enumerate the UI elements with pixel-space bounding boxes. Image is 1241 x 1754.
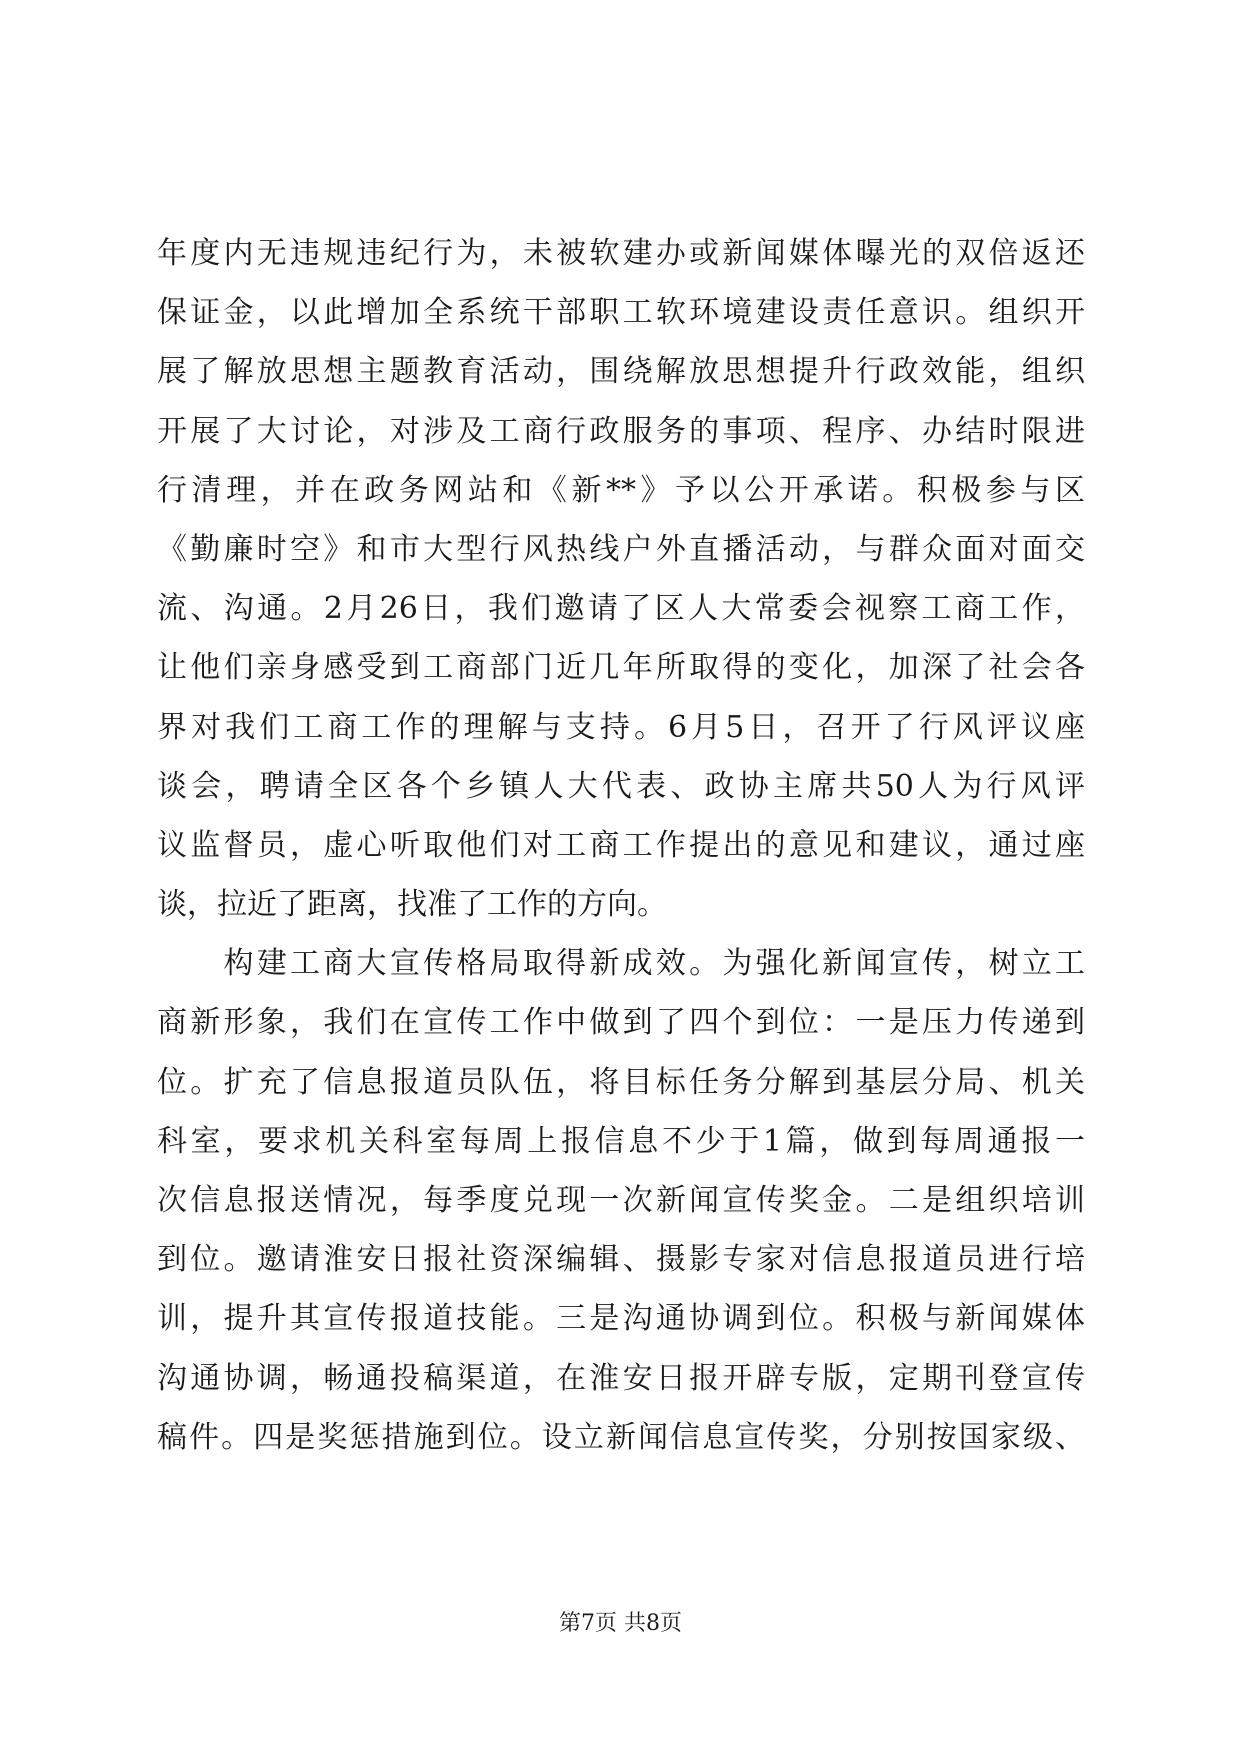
text-line: 界对我们工商工作的理解与支持。6月5日，召开了行风评议座 xyxy=(157,709,1085,745)
text-line: 议监督员，虚心听取他们对工商工作提出的意见和建议，通过座 xyxy=(157,827,1085,863)
text-line: 稿件。四是奖惩措施到位。设立新闻信息宣传奖，分别按国家级、 xyxy=(157,1419,1085,1455)
text-line: 次信息报送情况，每季度兑现一次新闻宣传奖金。二是组织培训 xyxy=(157,1183,1085,1218)
text-line: 流、沟通。2月26日，我们邀请了区人大常委会视察工商工作， xyxy=(157,591,1085,627)
text-line: 商新形象，我们在宣传工作中做到了四个到位：一是压力传递到 xyxy=(157,1005,1085,1041)
text-line: 沟通协调，畅通投稿渠道，在淮安日报开辟专版，定期刊登宣传 xyxy=(157,1360,1085,1396)
text-line: 《勤廉时空》和市大型行风热线户外直播活动，与群众面对面交 xyxy=(157,531,1085,567)
page-number-label: 第7页 共8页 xyxy=(559,1611,682,1636)
text-line: 科室，要求机关科室每周上报信息不少于1篇，做到每周通报一 xyxy=(157,1123,1085,1159)
text-line: 年度内无违规违纪行为，未被软建办或新闻媒体曝光的双倍返还 xyxy=(157,236,1085,271)
text-line: 位。扩充了信息报道员队伍，将目标任务分解到基层分局、机关 xyxy=(157,1064,1085,1100)
text-line: 到位。邀请淮安日报社资深编辑、摄影专家对信息报道员进行培 xyxy=(157,1242,1085,1278)
text-line: 开展了大讨论，对涉及工商行政服务的事项、程序、办结时限进 xyxy=(157,413,1085,449)
text-line: 让他们亲身感受到工商部门近几年所取得的变化，加深了社会各 xyxy=(157,650,1085,686)
text-line: 谈会，聘请全区各个乡镇人大代表、政协主席共50人为行风评 xyxy=(157,768,1085,804)
text-line: 训，提升其宣传报道技能。三是沟通协调到位。积极与新闻媒体 xyxy=(157,1301,1085,1337)
text-line: 行清理，并在政务网站和《新**》予以公开承诺。积极参与区 xyxy=(157,472,1085,508)
page-footer xyxy=(0,1606,1241,1637)
text-line: 保证金，以此增加全系统干部职工软环境建设责任意识。组织开 xyxy=(157,295,1085,331)
text-line: 展了解放思想主题教育活动，围绕解放思想提升行政效能，组织 xyxy=(157,354,1085,390)
document-body xyxy=(157,224,1085,1467)
text-line: 谈，拉近了距离，找准了工作的方向。 xyxy=(157,887,667,923)
text-line: 构建工商大宣传格局取得新成效。为强化新闻宣传，树立工 xyxy=(157,946,1085,982)
